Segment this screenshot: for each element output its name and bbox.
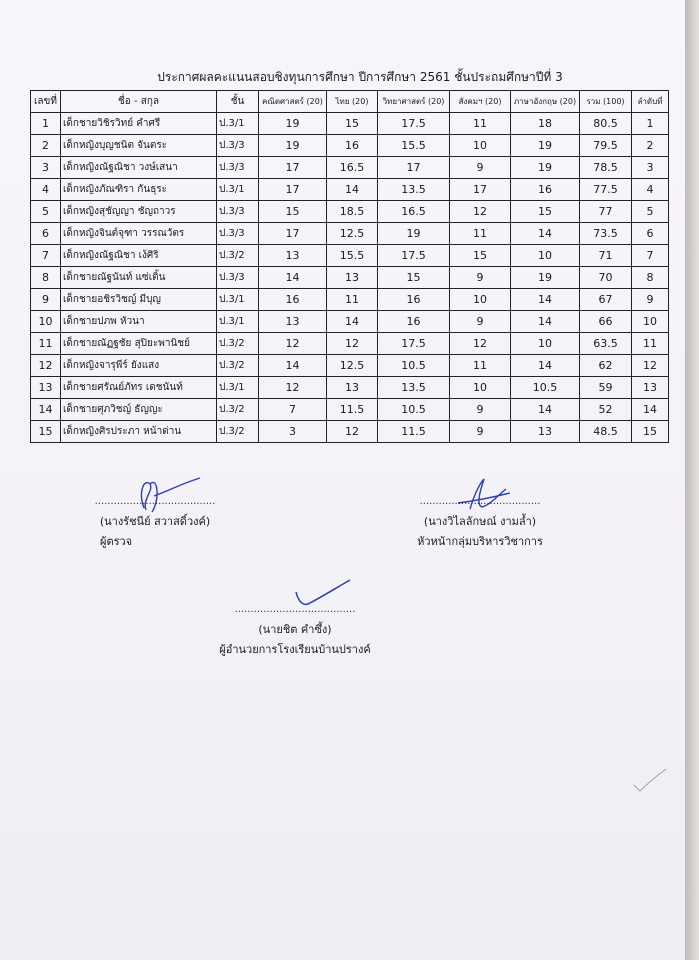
table-row <box>31 157 669 179</box>
table-cell: 11 <box>450 355 511 377</box>
table-row <box>31 311 669 333</box>
table-cell: 14 <box>511 223 580 245</box>
table-cell: 77.5 <box>580 179 632 201</box>
table-cell: 71 <box>580 245 632 267</box>
table-cell: 16 <box>378 289 450 311</box>
column-header: คณิตศาสตร์ (20) <box>259 91 327 113</box>
table-cell: 17 <box>450 179 511 201</box>
table-cell: 2 <box>31 135 61 157</box>
table-cell: 19 <box>511 135 580 157</box>
table-header <box>31 91 669 113</box>
table-cell: 17.5 <box>378 333 450 355</box>
table-cell: 14 <box>511 311 580 333</box>
table-cell: 6 <box>31 223 61 245</box>
table-cell: 5 <box>632 201 669 223</box>
table-row <box>31 399 669 421</box>
table-cell: 14 <box>259 355 327 377</box>
signer-position: ผู้ตรวจ <box>100 535 133 548</box>
table-cell: เด็กชายณัฏฐชัย สุปิยะพานิชย์ <box>61 333 217 355</box>
table-cell: 13 <box>511 421 580 443</box>
table-cell: 17 <box>259 157 327 179</box>
table-cell: ป.3/3 <box>217 267 259 289</box>
table-cell: 9 <box>31 289 61 311</box>
table-cell: 3 <box>632 157 669 179</box>
table-cell: 15 <box>511 201 580 223</box>
table-cell: 10 <box>511 245 580 267</box>
table-cell: 63.5 <box>580 333 632 355</box>
page-edge-shadow <box>685 0 699 960</box>
table-cell: 14 <box>31 399 61 421</box>
table-cell: 48.5 <box>580 421 632 443</box>
table-cell: 11 <box>450 223 511 245</box>
table-cell: เด็กหญิงจินต์จุฑา วรรณวัตร <box>61 223 217 245</box>
table-cell: 12 <box>259 377 327 399</box>
table-cell: 66 <box>580 311 632 333</box>
table-cell: 80.5 <box>580 113 632 135</box>
table-cell: ป.3/1 <box>217 311 259 333</box>
table-cell: 10 <box>31 311 61 333</box>
table-cell: 3 <box>31 157 61 179</box>
table-cell: 11 <box>327 289 378 311</box>
table-cell: 14 <box>259 267 327 289</box>
table-cell: 70 <box>580 267 632 289</box>
table-row <box>31 245 669 267</box>
table-cell: 3 <box>259 421 327 443</box>
table-cell: 67 <box>580 289 632 311</box>
table-cell: 11.5 <box>327 399 378 421</box>
score-table <box>30 90 669 443</box>
table-cell: 19 <box>378 223 450 245</box>
table-cell: 73.5 <box>580 223 632 245</box>
table-cell: 12 <box>450 333 511 355</box>
table-cell: ป.3/3 <box>217 157 259 179</box>
column-header: สังคมฯ (20) <box>450 91 511 113</box>
table-cell: 10 <box>450 377 511 399</box>
table-cell: 10 <box>450 135 511 157</box>
table-row <box>31 201 669 223</box>
table-cell: 10 <box>450 289 511 311</box>
table-cell: 11.5 <box>378 421 450 443</box>
table-cell: 11 <box>450 113 511 135</box>
table-cell: 15.5 <box>378 135 450 157</box>
table-cell: 15 <box>632 421 669 443</box>
column-header: ไทย (20) <box>327 91 378 113</box>
table-cell: 9 <box>632 289 669 311</box>
table-cell: เด็กหญิงภัณฑิรา กันธุระ <box>61 179 217 201</box>
table-cell: เด็กชายศรัณย์ภัทร เดชนันท์ <box>61 377 217 399</box>
table-cell: 12 <box>259 333 327 355</box>
table-cell: เด็กหญิงณัฐณิชา วงษ์เสนา <box>61 157 217 179</box>
page-title: ประกาศผลคะแนนสอบชิงทุนการศึกษา ปีการศึกษา 2561 ชั้นประถมศึกษาปีที่ 3 <box>157 70 563 84</box>
table-row <box>31 333 669 355</box>
table-cell: ป.3/3 <box>217 135 259 157</box>
table-row <box>31 289 669 311</box>
table-cell: 17 <box>259 223 327 245</box>
column-header: ลำดับที่ <box>632 91 669 113</box>
table-cell: 11 <box>632 333 669 355</box>
table-row <box>31 113 669 135</box>
signer-name: (นายชิต คำซึ้ง) <box>258 623 332 636</box>
signer-position: ผู้อำนวยการโรงเรียนบ้านปรางค์ <box>219 643 371 656</box>
table-cell: 13 <box>259 245 327 267</box>
table-cell: ป.3/2 <box>217 399 259 421</box>
table-cell: ป.3/1 <box>217 377 259 399</box>
table-cell: เด็กหญิงบุญชนิต จันตระ <box>61 135 217 157</box>
table-cell: ป.3/1 <box>217 289 259 311</box>
table-cell: 14 <box>511 399 580 421</box>
table-cell: ป.3/2 <box>217 355 259 377</box>
table-cell: เด็กชายศุภวิชญ์ ธัญญะ <box>61 399 217 421</box>
table-cell: 18 <box>511 113 580 135</box>
table-cell: 14 <box>632 399 669 421</box>
table-row <box>31 377 669 399</box>
column-header: ภาษาอังกฤษ (20) <box>511 91 580 113</box>
table-row <box>31 355 669 377</box>
table-cell: 14 <box>327 179 378 201</box>
table-cell: 18.5 <box>327 201 378 223</box>
table-cell: 10.5 <box>378 399 450 421</box>
column-header: ชื่อ - สกุล <box>61 91 217 113</box>
table-cell: 17 <box>259 179 327 201</box>
table-cell: 9 <box>450 311 511 333</box>
table-cell: 15 <box>31 421 61 443</box>
table-cell: 9 <box>450 421 511 443</box>
table-cell: 10.5 <box>511 377 580 399</box>
table-cell: 16 <box>259 289 327 311</box>
column-header: วิทยาศาสตร์ (20) <box>378 91 450 113</box>
table-cell: 19 <box>511 267 580 289</box>
check-mark-icon <box>630 765 670 795</box>
table-cell: 13 <box>327 377 378 399</box>
table-cell: 10.5 <box>378 355 450 377</box>
table-cell: 19 <box>259 135 327 157</box>
table-cell: 13.5 <box>378 179 450 201</box>
signer-name: (นางวิไลลักษณ์ งามล้ำ) <box>423 515 537 528</box>
table-cell: 9 <box>450 267 511 289</box>
table-cell: 16.5 <box>378 201 450 223</box>
table-cell: 16 <box>327 135 378 157</box>
table-row <box>31 267 669 289</box>
table-cell: 7 <box>31 245 61 267</box>
table-cell: 17.5 <box>378 113 450 135</box>
table-cell: 8 <box>31 267 61 289</box>
table-cell: 59 <box>580 377 632 399</box>
signer-position: หัวหน้ากลุ่มบริหารวิชาการ <box>417 535 543 548</box>
table-cell: 4 <box>31 179 61 201</box>
table-cell: ป.3/1 <box>217 113 259 135</box>
table-cell: 11 <box>31 333 61 355</box>
academic-head-signature-block <box>400 492 560 552</box>
table-cell: 9 <box>450 157 511 179</box>
table-cell: 12.5 <box>327 223 378 245</box>
table-cell: 4 <box>632 179 669 201</box>
table-cell: 78.5 <box>580 157 632 179</box>
table-cell: 14 <box>511 355 580 377</box>
table-cell: 15 <box>450 245 511 267</box>
table-cell: 13 <box>259 311 327 333</box>
table-cell: 2 <box>632 135 669 157</box>
table-row <box>31 421 669 443</box>
table-cell: เด็กหญิงสุชัญญา ชัญถาวร <box>61 201 217 223</box>
table-cell: 12 <box>632 355 669 377</box>
table-cell: 12 <box>327 333 378 355</box>
column-header: ชั้น <box>217 91 259 113</box>
table-cell: 13 <box>327 267 378 289</box>
table-cell: 7 <box>632 245 669 267</box>
table-cell: เด็กหญิงศิรประภา หน้าด่าน <box>61 421 217 443</box>
table-cell: 1 <box>632 113 669 135</box>
table-cell: ป.3/2 <box>217 421 259 443</box>
table-cell: 52 <box>580 399 632 421</box>
table-cell: ป.3/2 <box>217 333 259 355</box>
table-cell: 7 <box>259 399 327 421</box>
table-cell: 9 <box>450 399 511 421</box>
table-body <box>31 113 669 443</box>
table-cell: 1 <box>31 113 61 135</box>
table-cell: 15 <box>327 113 378 135</box>
signature-line: ...................................... <box>94 496 216 507</box>
table-cell: ป.3/2 <box>217 245 259 267</box>
inspector-signature-block <box>70 492 240 552</box>
table-cell: 19 <box>259 113 327 135</box>
table-cell: 13 <box>31 377 61 399</box>
table-cell: เด็กชายปภพ หัวนา <box>61 311 217 333</box>
table-cell: 77 <box>580 201 632 223</box>
table-cell: 8 <box>632 267 669 289</box>
table-cell: 62 <box>580 355 632 377</box>
table-cell: 12.5 <box>327 355 378 377</box>
table-cell: 12 <box>327 421 378 443</box>
table-cell: 79.5 <box>580 135 632 157</box>
column-header: รวม (100) <box>580 91 632 113</box>
table-cell: 16 <box>511 179 580 201</box>
signature-line: ...................................... <box>234 604 356 615</box>
table-cell: เด็กชายณัฐนันท์ แซ่เติ้น <box>61 267 217 289</box>
table-row <box>31 135 669 157</box>
table-cell: 19 <box>511 157 580 179</box>
table-cell: 6 <box>632 223 669 245</box>
table-cell: 14 <box>511 289 580 311</box>
table-cell: 13 <box>632 377 669 399</box>
signature-line: ...................................... <box>419 496 541 507</box>
table-cell: 16.5 <box>327 157 378 179</box>
table-cell: 15 <box>259 201 327 223</box>
table-cell: 14 <box>327 311 378 333</box>
table-cell: 16 <box>378 311 450 333</box>
table-cell: 17.5 <box>378 245 450 267</box>
table-cell: 10 <box>632 311 669 333</box>
table-cell: 13.5 <box>378 377 450 399</box>
table-cell: 15.5 <box>327 245 378 267</box>
table-cell: 10 <box>511 333 580 355</box>
director-signature-block <box>200 600 390 660</box>
table-cell: 5 <box>31 201 61 223</box>
column-header: เลขที่ <box>31 91 61 113</box>
table-cell: 15 <box>378 267 450 289</box>
table-row <box>31 223 669 245</box>
table-cell: 12 <box>450 201 511 223</box>
table-cell: ป.3/3 <box>217 223 259 245</box>
table-cell: ป.3/1 <box>217 179 259 201</box>
table-cell: เด็กชายอชิรวิชญ์ มีบุญ <box>61 289 217 311</box>
table-cell: เด็กหญิงจารุพีร์ ยังแสง <box>61 355 217 377</box>
table-cell: 12 <box>31 355 61 377</box>
table-cell: 17 <box>378 157 450 179</box>
table-cell: เด็กหญิงณัฐณิชา เง้ศิริ <box>61 245 217 267</box>
signer-name: (นางรัชนีย์ สวาสดิ์วงค์) <box>99 515 211 528</box>
table-cell: ป.3/3 <box>217 201 259 223</box>
table-cell: เด็กชายวิชิรวิทย์ คำศรี <box>61 113 217 135</box>
table-row <box>31 179 669 201</box>
